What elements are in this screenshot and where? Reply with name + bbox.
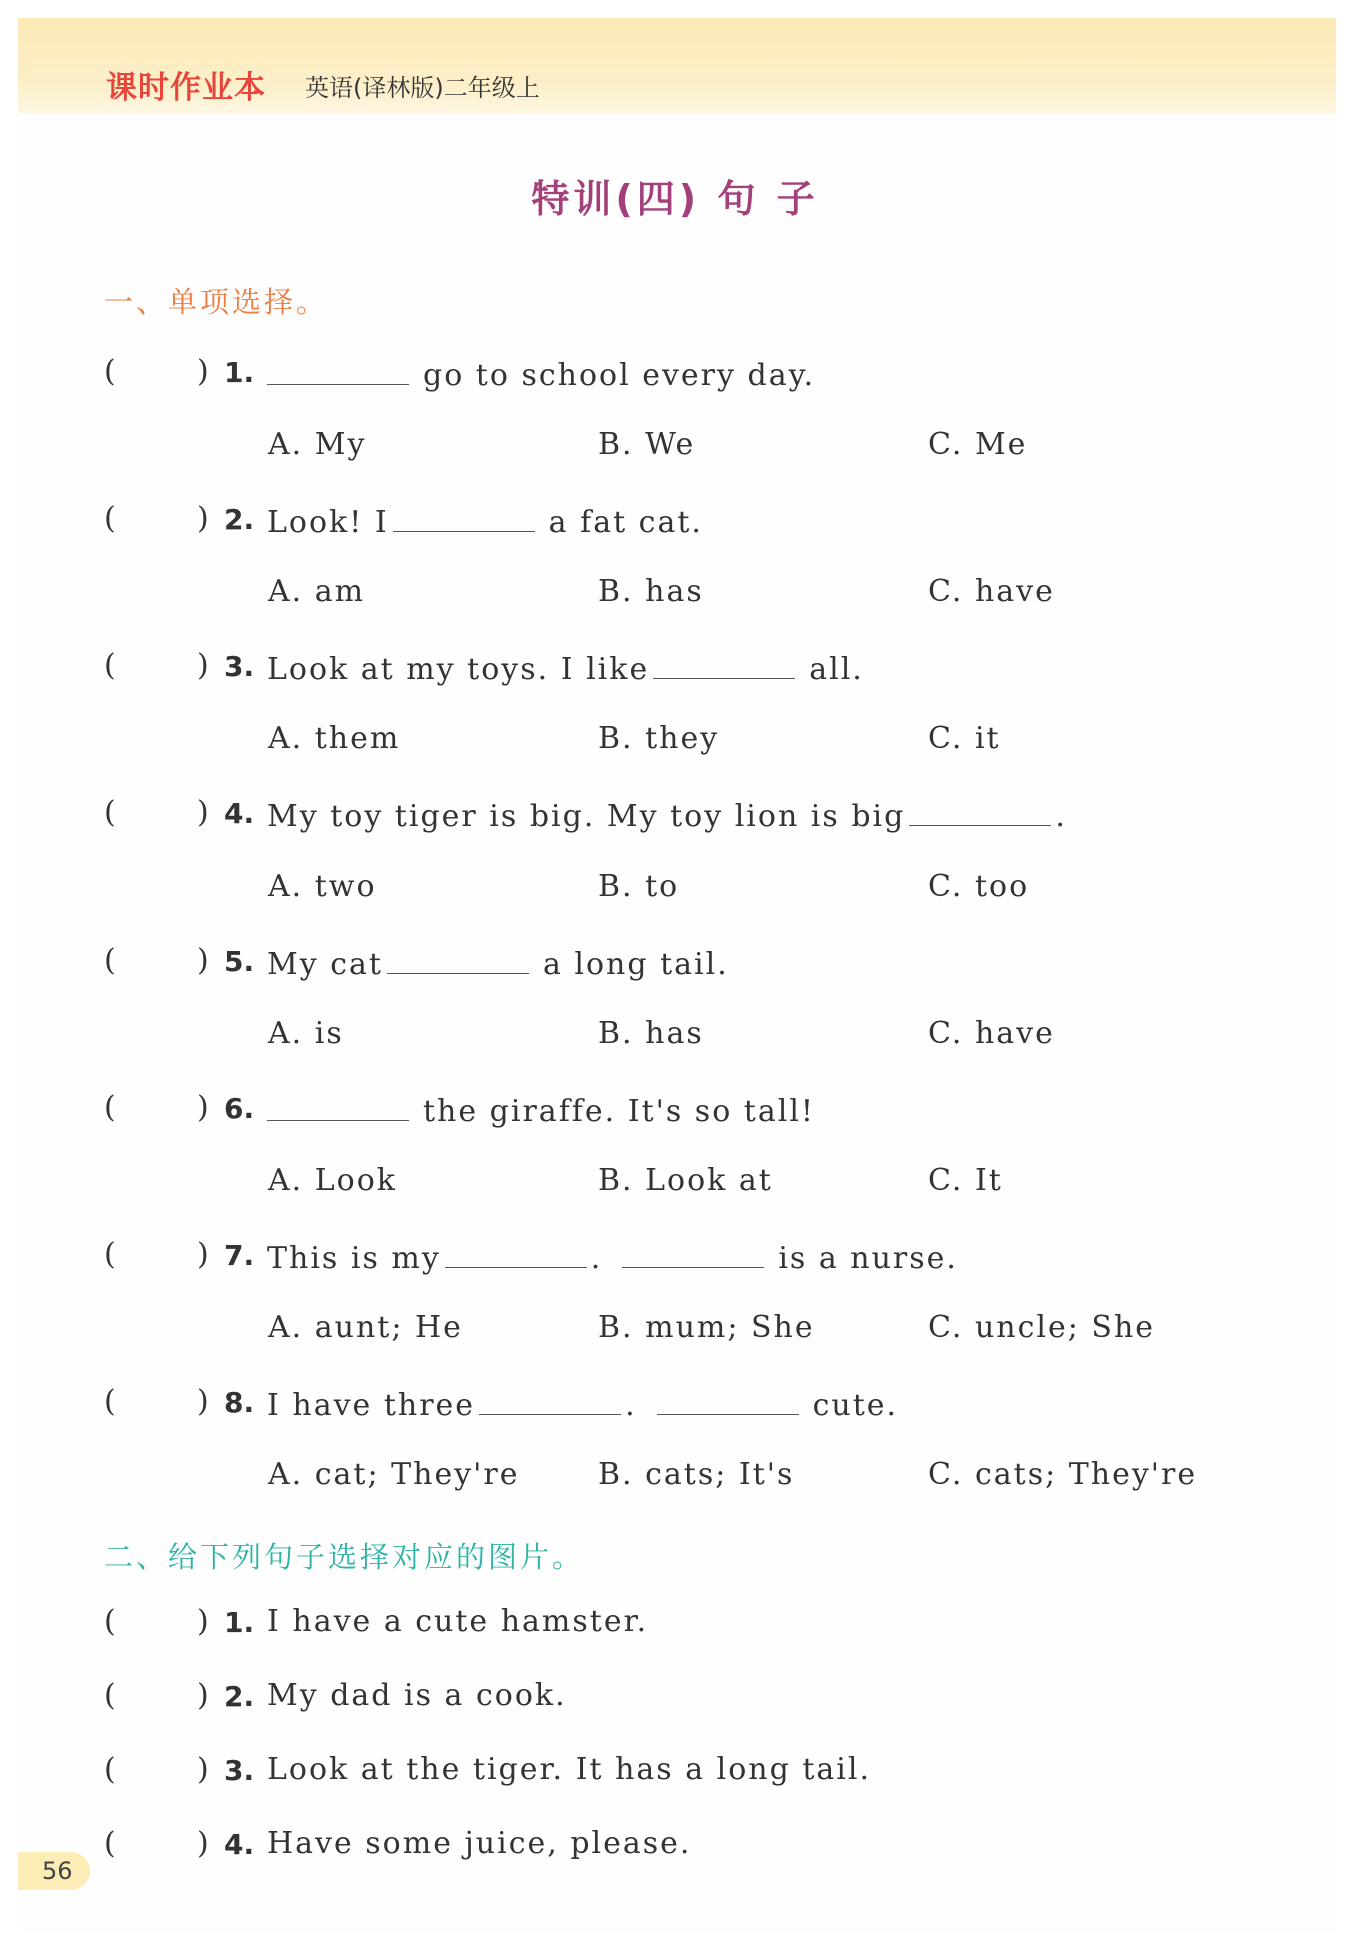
question-number: 3. xyxy=(224,650,255,683)
question-text: I have three . cute. xyxy=(267,1384,898,1423)
question-text: the giraffe. It's so tall! xyxy=(267,1090,815,1129)
option-c[interactable]: C. have xyxy=(928,574,1055,609)
question-row xyxy=(104,1090,1264,1134)
answer-blank[interactable] xyxy=(653,648,795,679)
option-a[interactable]: A. am xyxy=(268,574,366,609)
question-row xyxy=(104,354,1264,398)
answer-paren-open: ( xyxy=(104,354,118,389)
option-c[interactable]: C. too xyxy=(928,869,1030,904)
answer-blank[interactable] xyxy=(393,501,535,532)
option-c[interactable]: C. Me xyxy=(928,427,1028,462)
options-row xyxy=(268,574,1268,618)
options-row xyxy=(268,1457,1268,1501)
question-text: Have some juice, please. xyxy=(267,1826,692,1861)
option-a[interactable]: A. them xyxy=(268,721,401,756)
brand-title: 课时作业本 xyxy=(106,70,266,106)
answer-blank[interactable] xyxy=(622,1237,764,1268)
answer-paren-open: ( xyxy=(104,648,118,683)
option-c[interactable]: C. cats; They're xyxy=(928,1457,1198,1492)
answer-paren-open: ( xyxy=(104,501,118,536)
answer-paren-open: ( xyxy=(104,1826,118,1861)
answer-paren-open: ( xyxy=(104,795,118,830)
option-a[interactable]: A. My xyxy=(268,427,367,462)
question-row xyxy=(104,1826,1264,1870)
answer-paren-close: ) xyxy=(197,501,211,536)
option-b[interactable]: B. We xyxy=(598,427,696,462)
question-row xyxy=(104,1384,1264,1428)
answer-paren-open: ( xyxy=(104,1090,118,1125)
question-number: 2. xyxy=(224,503,255,536)
question-number: 7. xyxy=(224,1239,255,1272)
answer-paren-close: ) xyxy=(197,354,211,389)
question-text: go to school every day. xyxy=(267,354,815,393)
question-text: My dad is a cook. xyxy=(267,1678,567,1713)
option-a[interactable]: A. two xyxy=(268,869,377,904)
answer-paren-close: ) xyxy=(197,943,211,978)
question-number: 4. xyxy=(224,797,255,830)
options-row xyxy=(268,427,1268,471)
options-row xyxy=(268,869,1268,913)
answer-paren-open: ( xyxy=(104,1678,118,1713)
answer-blank[interactable] xyxy=(445,1237,587,1268)
answer-paren-open: ( xyxy=(104,943,118,978)
answer-paren-open: ( xyxy=(104,1237,118,1272)
option-c[interactable]: C. It xyxy=(928,1163,1003,1198)
answer-blank[interactable] xyxy=(479,1384,621,1415)
option-b[interactable]: B. has xyxy=(598,1016,704,1051)
option-a[interactable]: A. cat; They're xyxy=(268,1457,520,1492)
answer-paren-close: ) xyxy=(197,1826,211,1861)
answer-paren-open: ( xyxy=(104,1604,118,1639)
question-row xyxy=(104,1752,1264,1796)
options-row xyxy=(268,1310,1268,1354)
section1-heading: 一、单项选择。 xyxy=(104,285,329,319)
answer-paren-open: ( xyxy=(104,1384,118,1419)
question-number: 4. xyxy=(224,1828,255,1861)
option-b[interactable]: B. cats; It's xyxy=(598,1457,795,1492)
question-row xyxy=(104,648,1264,692)
answer-blank[interactable] xyxy=(267,1090,409,1121)
question-number: 2. xyxy=(224,1680,255,1713)
question-number: 6. xyxy=(224,1092,255,1125)
question-row xyxy=(104,1237,1264,1281)
option-c[interactable]: C. have xyxy=(928,1016,1055,1051)
question-text: This is my . is a nurse. xyxy=(267,1237,958,1276)
option-a[interactable]: A. Look xyxy=(268,1163,397,1198)
question-row xyxy=(104,501,1264,545)
section2-heading: 二、给下列句子选择对应的图片。 xyxy=(104,1540,585,1574)
page-title: 特训(四) 句 子 xyxy=(531,177,819,221)
answer-paren-close: ) xyxy=(197,1678,211,1713)
option-b[interactable]: B. Look at xyxy=(598,1163,773,1198)
answer-paren-close: ) xyxy=(197,1090,211,1125)
page-number: 56 xyxy=(18,1852,90,1890)
question-text: My cat a long tail. xyxy=(267,943,729,982)
options-row xyxy=(268,721,1268,765)
question-text: Look at the tiger. It has a long tail. xyxy=(267,1752,872,1787)
options-row xyxy=(268,1016,1268,1060)
answer-paren-close: ) xyxy=(197,1384,211,1419)
answer-paren-close: ) xyxy=(197,1604,211,1639)
question-row xyxy=(104,943,1264,987)
option-b[interactable]: B. mum; She xyxy=(598,1310,815,1345)
book-title: 英语(译林版)二年级上 xyxy=(305,74,540,102)
question-text: My toy tiger is big. My toy lion is big . xyxy=(267,795,1067,834)
question-number: 8. xyxy=(224,1386,255,1419)
answer-blank[interactable] xyxy=(909,795,1051,826)
question-row xyxy=(104,1678,1264,1722)
question-row xyxy=(104,795,1264,839)
question-text: I have a cute hamster. xyxy=(267,1604,649,1639)
answer-blank[interactable] xyxy=(267,354,409,385)
answer-blank[interactable] xyxy=(657,1384,799,1415)
question-number: 3. xyxy=(224,1754,255,1787)
question-number: 5. xyxy=(224,945,255,978)
option-a[interactable]: A. aunt; He xyxy=(268,1310,463,1345)
answer-paren-open: ( xyxy=(104,1752,118,1787)
option-a[interactable]: A. is xyxy=(268,1016,344,1051)
question-number: 1. xyxy=(224,1606,255,1639)
option-c[interactable]: C. uncle; She xyxy=(928,1310,1156,1345)
option-b[interactable]: B. they xyxy=(598,721,720,756)
question-number: 1. xyxy=(224,356,255,389)
option-b[interactable]: B. has xyxy=(598,574,704,609)
answer-paren-close: ) xyxy=(197,1752,211,1787)
answer-blank[interactable] xyxy=(387,943,529,974)
answer-paren-close: ) xyxy=(197,648,211,683)
question-row xyxy=(104,1604,1264,1648)
answer-paren-close: ) xyxy=(197,795,211,830)
question-text: Look at my toys. I like all. xyxy=(267,648,864,687)
option-c[interactable]: C. it xyxy=(928,721,1001,756)
option-b[interactable]: B. to xyxy=(598,869,680,904)
options-row xyxy=(268,1163,1268,1207)
question-text: Look! I a fat cat. xyxy=(267,501,703,540)
answer-paren-close: ) xyxy=(197,1237,211,1272)
